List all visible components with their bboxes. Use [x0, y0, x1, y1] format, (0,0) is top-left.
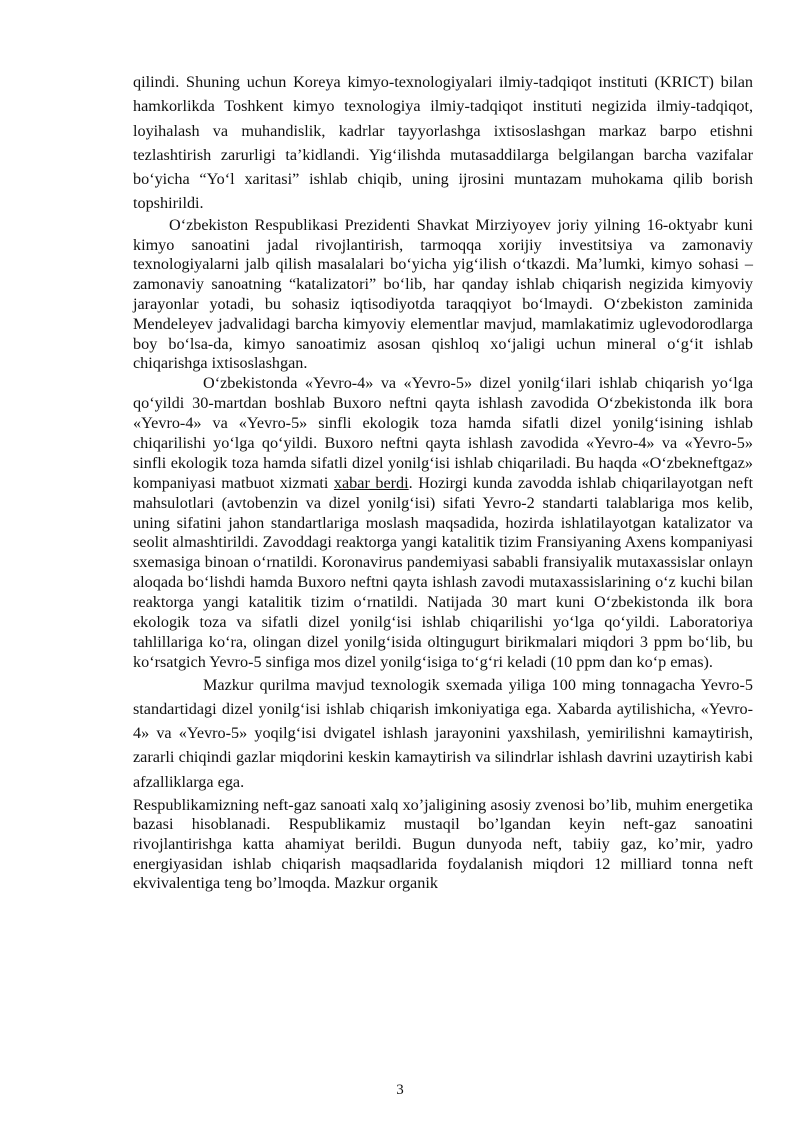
xabar-berdi-link[interactable]: xabar berdi: [333, 473, 409, 492]
paragraph-5: Respublikamizning neft-gaz sanoati xalq xo’jaligining asosiy zvenosi bo’lib, muhim energetika bazasi hisoblanadi. Respublikamiz mustaqil bo’lgandan keyin neft-gaz sanoatini rivojlantirishga katta ahamiyat berildi. Bugun dunyoda neft, tabiiy gaz, ko’mir, yadro energiyasidan ishlab chiqarish maqsadlarida foydalanish miqdori 12 milliard tonna neft ekvivalentiga teng bo’lmoqda. Mazkur organik: [133, 795, 753, 893]
paragraph-1: qilindi. Shuning uchun Koreya kimyo-texnologiyalari ilmiy-tadqiqot instituti (KRICT) bilan hamkorlikda Toshkent kimyo texnologiya ilmiy-tadqiqot instituti negizida ilmiy-tadqiqot, loyihalash va muhandislik, kadrlar tayyorlashga ixtisoslashgan markaz barpo etishni tezlashtirish zarurligi ta’kidlandi. Yig‘ilishda mutasaddilarga belgilangan barcha vazifalar bo‘yicha “Yo‘l xaritasi” ishlab chiqib, uning ijrosini muntazam muhokama qilib borish topshirildi.: [133, 73, 753, 213]
paragraph-2: O‘zbekiston Respublikasi Prezidenti Shavkat Mirziyoyev joriy yilning 16-oktyabr kuni kimyo sanoatini jadal rivojlantirish, tarmoqqa xorijiy investitsiya va zamonaviy texnologiyalarni jalb qilish masalalari bo‘yicha yig‘ilish o‘tkazdi. Ma’lumki, kimyo sohasi – zamonaviy sanoatning “katalizatori” bo‘lib, har qanday ishlab chiqarish negizida kimyoviy jarayonlar yotadi, bu sohasiz iqtisodiyotda taraqqiyot bo‘lmaydi. O‘zbekiston zaminida Mendeleyev jadvalidagi barcha kimyoviy elementlar mavjud, mamlakatimiz uglevodorodlarga boy bo‘lsa-da, kimyo sanoatimiz asosan qishloq xo‘jaligi uchun mineral o‘g‘it ishlab chiqarishga ixtisoslashgan.: [133, 215, 753, 373]
page-number: 3: [396, 1082, 404, 1098]
paragraph-4: Mazkur qurilma mavjud texnologik sxemada yiliga 100 ming tonnagacha Yevro-5 standartidagi dizel yonilg‘isi ishlab chiqarish imkoniyatiga ega. Xabarda aytilishicha, «Yevro-4» va «Yevro-5» yoqilg‘isi dvigatel ishlash jarayonini yaxshilash, yemirilishni kamaytirish, zararli chiqindi gazlar miqdorini keskin kamaytirish va silindrlar ishlash davrini uzaytirish kabi afzalliklarga ega.: [133, 675, 753, 791]
paragraph-3-text-end: . Hozirgi kunda zavodda ishlab chiqarilayotgan neft mahsulotlari (avtobenzin va dizel yonilg‘isi) sifati Yevro-2 standarti talablariga mos kelib, uning sifatini jahon standartlariga moslash maqsadida, hozirda ishlatilayotgan katalizator va seolit almashtirildi. Zavoddagi reaktorga yangi katalitik tizim Fransiyaning Axens kompaniyasi sxemasiga binoan o‘rnatildi. Koronavirus pandemiyasi sababli fransiyalik mutaxassislar onlayn aloqada bo‘lishdi hamda Buxoro neftni qayta ishlash zavodi mutaxassislarining o‘z kuchi bilan reaktorga yangi katalitik tizim o‘rnatildi. Natijada 30 mart kuni O‘zbekistonda ilk bora ekologik toza va sifatli dizel yonilg‘isi ishlab chiqarilishi yo‘lga qo‘yildi. Laboratoriya tahlillariga ko‘ra, olingan dizel yonilg‘isida oltingugurt birikmalari miqdori 3 ppm bo‘lib, bu ko‘rsatgich Yevro-5 sinfiga mos dizel yonilg‘isiga to‘g‘ri keladi (10 ppm dan ko‘p emas).: [133, 473, 753, 671]
paragraph-3-text-start: O‘zbekistonda «Yevro-4» va «Yevro-5» dizel yonilg‘ilari ishlab chiqarish yo‘lga qo‘yildi 30-martdan boshlab Buxoro neftni qayta ishlash zavodida O‘zbekistonda ilk bora «Yevro-4» va «Yevro-5» sinfli ekologik toza hamda sifatli dizel yonilg‘isining ishlab chiqarilishi yo‘lga qo‘yildi. Buxoro neftni qayta ishlash zavodida «Yevro-4» va «Yevro-5» sinfli ekologik toza hamda sifatli dizel yonilg‘isi ishlab chiqariladi. Bu haqda «O‘zbekneftgaz» kompaniyasi matbuot xizmati: [133, 374, 753, 492]
paragraph-3: [133, 374, 753, 673]
document-page: [133, 70, 753, 894]
